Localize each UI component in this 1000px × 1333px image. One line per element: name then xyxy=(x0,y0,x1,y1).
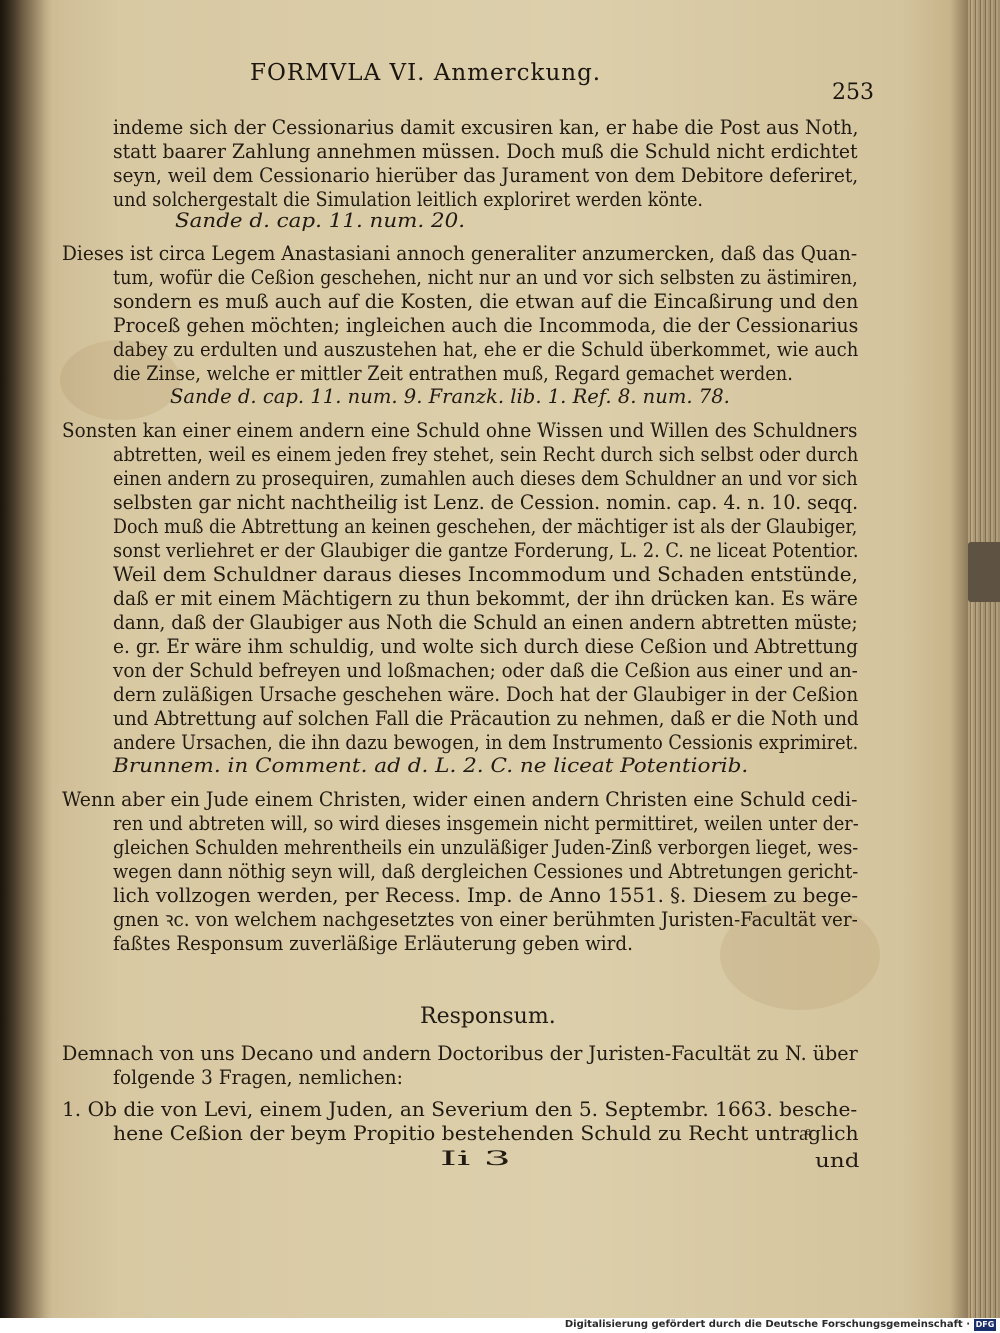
signature-mark: Ii 3 xyxy=(440,1146,511,1170)
text-line: dann, daß der Glaubiger aus Noth die Schuld an einen andern abtretten müste; xyxy=(113,610,858,634)
text-line: folgende 3 Fragen, nemlichen: xyxy=(113,1065,403,1089)
text-line: e. gr. Er wäre ihm schuldig, und wolte sich durch diese Ceßion und Abtrettung xyxy=(113,634,859,658)
text-line: Demnach von uns Decano und andern Doctoribus der Juristen-Facultät zu N. über xyxy=(62,1041,858,1065)
running-header: FORMVLA VI. Anmerckung. xyxy=(250,60,602,86)
text-line: ren und abtreten will, so wird dieses insgemein nicht permittiret, weilen unter der- xyxy=(113,811,859,835)
text-line: tum, wofür die Ceßion geschehen, nicht nur an und vor sich selbsten zu ästimiren, xyxy=(113,265,858,289)
text-line: selbsten gar nicht nachtheilig ist Lenz. de Cession. nomin. cap. 4. n. 10. seqq. xyxy=(113,490,859,514)
page-edges xyxy=(968,0,1000,1318)
text-line: statt baarer Zahlung annehmen müssen. Doch muß die Schuld nicht erdichtet xyxy=(113,139,858,163)
text-line: seyn, weil dem Cessionario hierüber das Jurament von dem Debitore deferiret, xyxy=(113,163,859,187)
text-line: hene Ceßion der beym Propitio bestehenden Schuld zu Recht untraͤglich xyxy=(113,1121,859,1145)
text-line: Sonsten kan einer einem andern eine Schuld ohne Wissen und Willen des Schuldners xyxy=(62,418,858,442)
text-line: sondern es muß auch auf die Kosten, die etwan auf die Eincaßirung und den xyxy=(113,289,859,313)
citation-line: Sande d. cap. 11. num. 9. Franzk. lib. 1. Ref. 8. num. 78. xyxy=(170,384,730,408)
citation-line: Sande d. cap. 11. num. 20. xyxy=(175,208,466,232)
text-line: Weil dem Schuldner daraus dieses Incommodum und Schaden entstünde, xyxy=(113,562,858,586)
text-line: daß er mit einem Mächtigern zu thun bekommt, der ihn drücken kan. Es wäre xyxy=(113,586,858,610)
text-line: andere Ursachen, die ihn dazu bewogen, in dem Instrumento Cessionis exprimiret. xyxy=(113,730,859,754)
catchword: und xyxy=(815,1148,860,1172)
text-line: 1. Ob die von Levi, einem Juden, an Severium den 5. Septembr. 1663. besche- xyxy=(62,1097,858,1121)
dfg-logo: DFG xyxy=(975,1320,995,1329)
text-line: von der Schuld befreyen und loßmachen; oder daß die Ceßion aus einer und an- xyxy=(113,658,858,682)
text-line: wegen dann nöthig seyn will, daß dergleichen Cessiones und Abtretungen gericht- xyxy=(113,859,859,883)
text-line: gleichen Schulden mehrentheils ein unzuläßiger Juden-Zinß verborgen lieget, wes- xyxy=(113,835,859,859)
text-line: faßtes Responsum zuverläßige Erläuterung geben wird. xyxy=(113,931,633,955)
binding-shadow xyxy=(0,0,52,1333)
text-line: die Zinse, welche er mittler Zeit entrathen muß, Regard gemachet werden. xyxy=(113,361,793,385)
text-line: dabey zu erdulten und auszustehen hat, ehe er die Schuld überkommet, wie auch xyxy=(113,337,859,361)
text-line: abtretten, weil es einem jeden frey stehet, sein Recht durch sich selbst oder durch xyxy=(113,442,859,466)
text-line: Proceß gehen möchten; ingleichen auch die Incommoda, die der Cessionarius xyxy=(113,313,859,337)
text-line: einen andern zu prosequiren, zumahlen auch dieses dem Schuldner an und vor sich xyxy=(113,466,858,490)
page-clip xyxy=(968,542,1000,602)
text-line: indeme sich der Cessionarius damit excusiren kan, er habe die Post aus Noth, xyxy=(113,115,859,139)
section-heading: Responsum. xyxy=(420,1004,556,1029)
text-line: Doch muß die Abtrettung an keinen geschehen, der mächtiger ist als der Glaubiger, xyxy=(113,514,858,538)
text-line: und solchergestalt die Simulation leitlich exploriret werden könte. xyxy=(113,187,703,211)
text-line: und Abtrettung auf solchen Fall die Präcaution zu nehmen, daß er die Noth und xyxy=(113,706,859,730)
text-line: lich vollzogen werden, per Recess. Imp. de Anno 1551. §. Diesem zu bege- xyxy=(113,883,859,907)
footer-credit: Digitalisierung gefördert durch die Deutsche Forschungsgemeinschaft · xyxy=(564,1319,970,1330)
text-line: sonst verliehret er der Glaubiger die gantze Forderung, L. 2. C. ne liceat Potentior. xyxy=(113,538,859,562)
text-line: Dieses ist circa Legem Anastasiani annoch generaliter anzumercken, daß das Quan- xyxy=(62,241,858,265)
text-line: gnen ꝛc. von welchem nachgesetztes von einer berühmten Juristen-Facultät ver- xyxy=(113,907,858,931)
page-number: 253 xyxy=(832,80,874,105)
text-line: Wenn aber ein Jude einem Christen, wider einen andern Christen eine Schuld cedi- xyxy=(62,787,858,811)
text-line: dern zuläßigen Ursache geschehen wäre. Doch hat der Glaubiger in der Ceßion xyxy=(113,682,859,706)
citation-line: Brunnem. in Comment. ad d. L. 2. C. ne liceat Potentiorib. xyxy=(113,753,749,777)
